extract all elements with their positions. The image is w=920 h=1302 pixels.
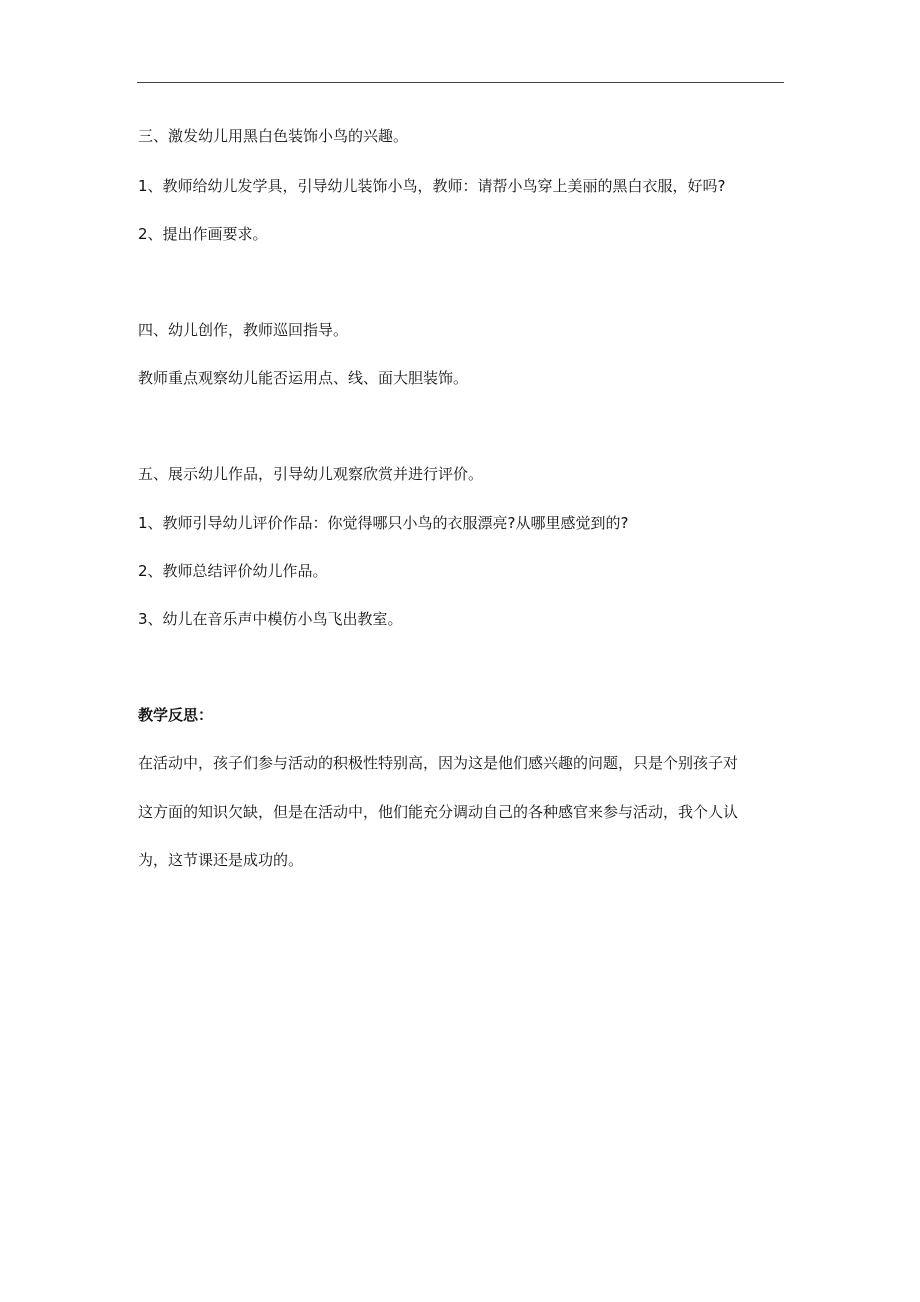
section-5-item-3: 3、幼儿在音乐声中模仿小鸟飞出教室。 <box>138 610 403 628</box>
section-5-item-1: 1、教师引导幼儿评价作品：你觉得哪只小鸟的衣服漂亮?从哪里感觉到的? <box>138 514 629 532</box>
section-4-heading: 四、幼儿创作，教师巡回指导。 <box>138 321 349 339</box>
section-4-item-1: 教师重点观察幼儿能否运用点、线、面大胆装饰。 <box>138 369 469 387</box>
reflection-line-2: 这方面的知识欠缺，但是在活动中，他们能充分调动自己的各种感官来参与活动，我个人认 <box>138 803 739 821</box>
section-5-item-2: 2、教师总结评价幼儿作品。 <box>138 562 328 580</box>
section-3-item-1: 1、教师给幼儿发学具，引导幼儿装饰小鸟，教师：请帮小鸟穿上美丽的黑白衣服，好吗? <box>138 177 726 195</box>
reflection-line-1: 在活动中，孩子们参与活动的积极性特别高，因为这是他们感兴趣的问题，只是个别孩子对 <box>138 754 739 772</box>
section-5-heading: 五、展示幼儿作品，引导幼儿观察欣赏并进行评价。 <box>138 465 484 483</box>
section-3-item-2: 2、提出作画要求。 <box>138 225 268 243</box>
header-rule <box>137 82 784 83</box>
reflection-heading: 教学反思： <box>138 706 214 724</box>
reflection-line-3: 为，这节课还是成功的。 <box>138 851 304 869</box>
section-3-heading: 三、激发幼儿用黑白色装饰小鸟的兴趣。 <box>138 127 409 145</box>
